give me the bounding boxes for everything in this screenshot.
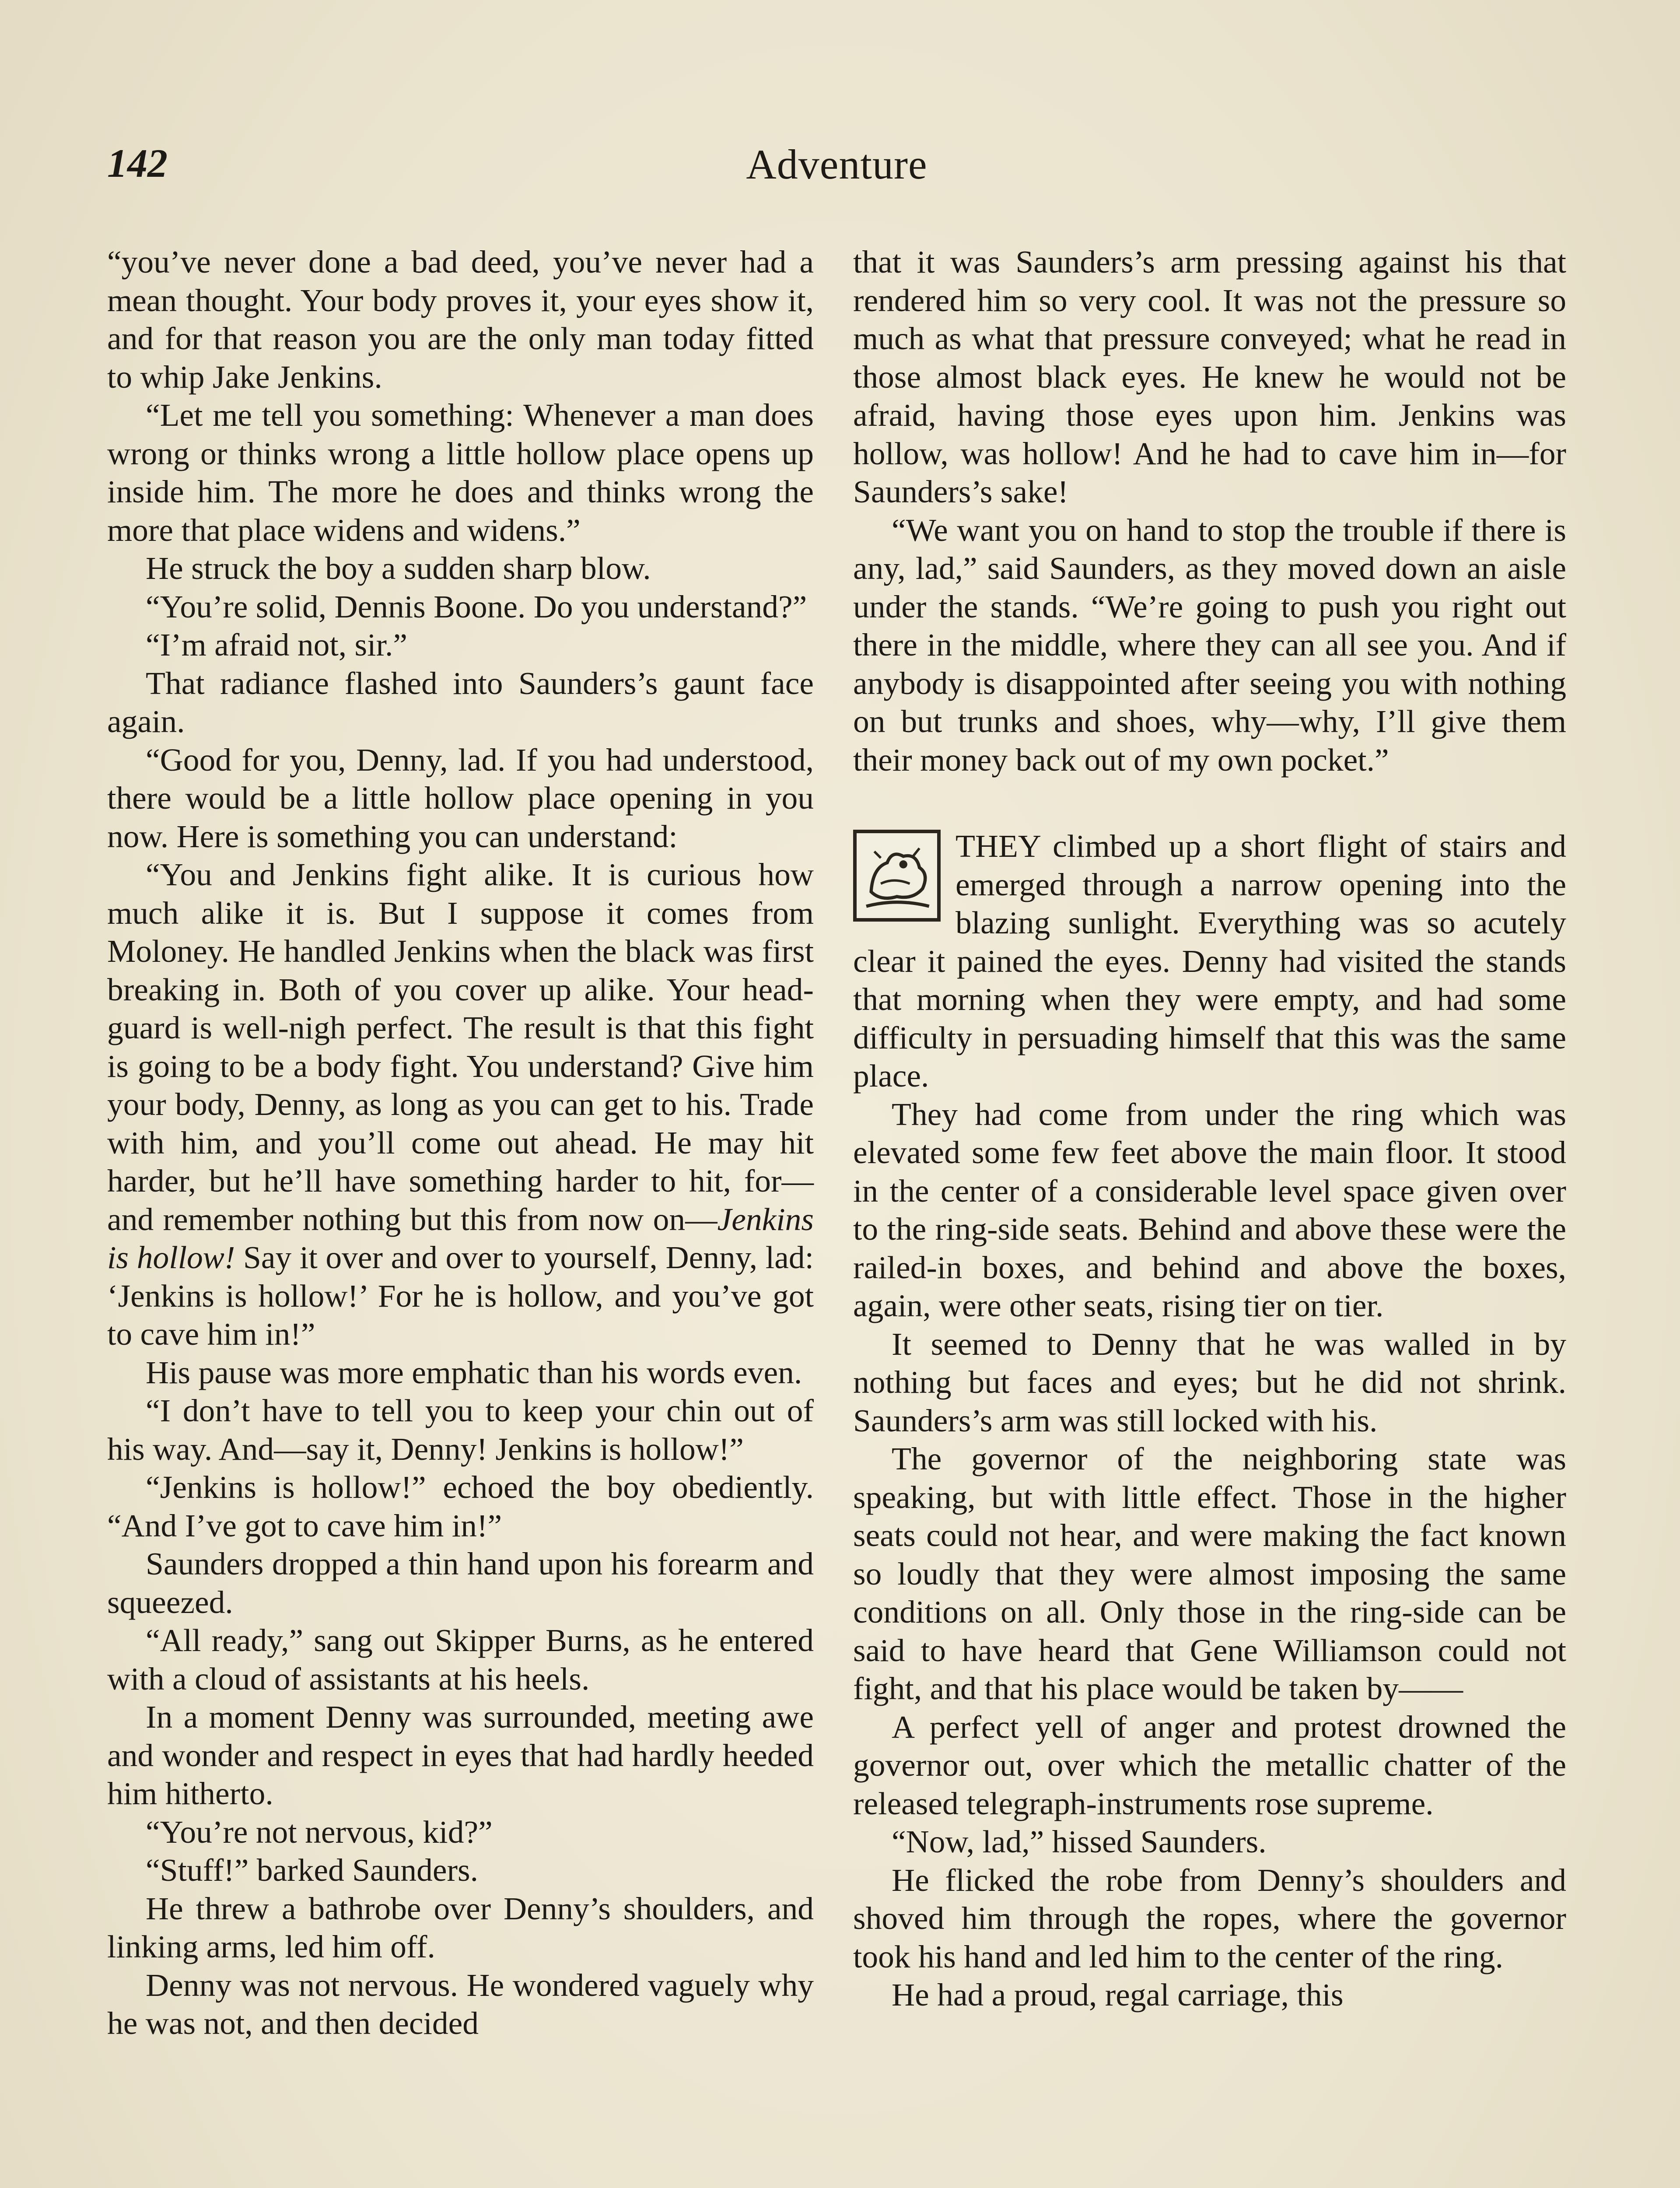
- right-column: [853, 243, 1566, 2014]
- section-break: [853, 779, 1566, 827]
- paragraph: It seemed to Denny that he was walled in by nothing but faces and eyes; but he did not shrink. Saunders’s arm was still locked with his.: [853, 1326, 1566, 1438]
- paragraph: “I don’t have to tell you to keep your chin out of his way. And—say it, Denny! Jenkins is hollow!”: [107, 1393, 814, 1467]
- paragraph: His pause was more emphatic than his words even.: [146, 1354, 802, 1390]
- paragraph: [107, 856, 814, 1353]
- paragraph: “Stuff!” barked Saunders.: [146, 1852, 478, 1888]
- paragraph: In a moment Denny was surrounded, meeting awe and wonder and respect in eyes that had hardly heeded him hitherto.: [107, 1699, 814, 1811]
- magazine-title: Adventure: [746, 141, 928, 188]
- paragraph: “Jenkins is hollow!” echoed the boy obediently. “And I’ve got to cave him in!”: [107, 1469, 814, 1543]
- page-number: 142: [107, 141, 168, 186]
- paragraph: “you’ve never done a bad deed, you’ve never had a mean thought. Your body proves it, your eyes show it, and for that reason you are the only man today fitted to whip Jake Jenkins.: [107, 244, 814, 395]
- paragraph: “We want you on hand to stop the trouble if there is any, lad,” said Saunders, as they moved down an aisle under the stands. “We’re going to push you right out there in the middle, where they can all see you. And if anybody is disappointed after seeing you with nothing on but trunks and shoes, why—why, I’ll give them their money back out of my own pocket.”: [853, 512, 1566, 778]
- paragraph: He had a proud, regal carriage, this: [892, 1977, 1344, 2013]
- paragraph-text: THEY climbed up a short flight of stairs and emerged through a narrow opening into the blazing sunlight. Everything was so acutely clear it pained the eyes. Denny had visited the stands that morning when they were empty, and had some difficulty in persuading himself that this was the same place.: [853, 828, 1566, 1094]
- paragraph: that it was Saunders’s arm pressing against his that rendered him so very cool. It was not the pressure so much as what that pressure conveyed; what he read in those almost black eyes. He knew he would not be afraid, having those eyes upon him. Jenkins was hollow, was hollow! And he had to cave him in—for Saunders’s sake!: [853, 244, 1566, 509]
- paragraph: They had come from under the ring which was elevated some few feet above the main floor. It stood in the center of a considerable level space given over to the ring-side seats. Behind and above these were the railed-in boxes, and behind and above the boxes, again, were other seats, rising tier on tier.: [853, 1096, 1566, 1323]
- paragraph: He flicked the robe from Denny’s shoulders and shoved him through the ropes, where the governor took his hand and led him to the center of the ring.: [853, 1862, 1566, 1974]
- paragraph-text: “You and Jenkins fight alike. It is curious how much alike it is. But I suppose it comes from Moloney. He handled Jenkins when the black was first breaking in. Both of you cover up alike. Your head-guard is well-nigh perfect. The result is that this fight is going to be a body fight. You understand? Give him your body, Denny, as long as you can get to his. Trade with him, and you’ll come out ahead. He may hit harder, but he’ll have something harder to hit, for—and remember nothing but this from now on—: [107, 857, 814, 1237]
- paragraph: “I’m afraid not, sir.”: [146, 627, 407, 663]
- paragraph-text: Say it over and over to yourself, Denny, lad: ‘Jenkins is hollow!’ For he is hollow, and you’ve got to cave him in!”: [107, 1240, 814, 1352]
- paragraph: “Now, lad,” hissed Saunders.: [892, 1824, 1267, 1859]
- paragraph: “You’re solid, Dennis Boone. Do you understand?”: [146, 589, 807, 624]
- paragraph: He threw a bathrobe over Denny’s shoulders, and linking arms, led him off.: [107, 1890, 814, 1964]
- paragraph: “All ready,” sang out Skipper Burns, as he entered with a cloud of assistants at his heels.: [107, 1623, 814, 1697]
- paragraph: Saunders dropped a thin hand upon his forearm and squeezed.: [107, 1546, 814, 1620]
- paragraph: He struck the boy a sudden sharp blow.: [146, 551, 651, 586]
- left-column: [107, 243, 814, 2043]
- section-ornament-icon: [853, 830, 941, 922]
- paragraph: The governor of the neighboring state was speaking, but with little effect. Those in the higher seats could not hear, and were making the fact known so loudly that they were almost imposing the same conditions on all. Only those in the ring-side can be said to have heard that Gene Williamson could not fight, and that his place would be taken by——: [853, 1441, 1566, 1706]
- paragraph: “You’re not nervous, kid?”: [146, 1814, 493, 1850]
- italic-phrase: Jenkins is hollow!: [107, 1201, 814, 1275]
- section-opening-paragraph: [853, 827, 1566, 1095]
- paragraph: “Good for you, Denny, lad. If you had understood, there would be a little hollow place opening in you now. Here is something you can understand:: [107, 742, 814, 854]
- paragraph: “Let me tell you something: Whenever a man does wrong or thinks wrong a little hollow place opens up inside him. The more he does and thinks wrong the more that place widens and widens.”: [107, 397, 814, 548]
- page-header: [107, 140, 1566, 197]
- paragraph: A perfect yell of anger and protest drowned the governor out, over which the metallic chatter of the released telegraph-instruments rose supreme.: [853, 1709, 1566, 1821]
- paragraph: Denny was not nervous. He wondered vaguely why he was not, and then decided: [107, 1967, 814, 2041]
- paragraph: That radiance flashed into Saunders’s gaunt face again.: [107, 665, 814, 739]
